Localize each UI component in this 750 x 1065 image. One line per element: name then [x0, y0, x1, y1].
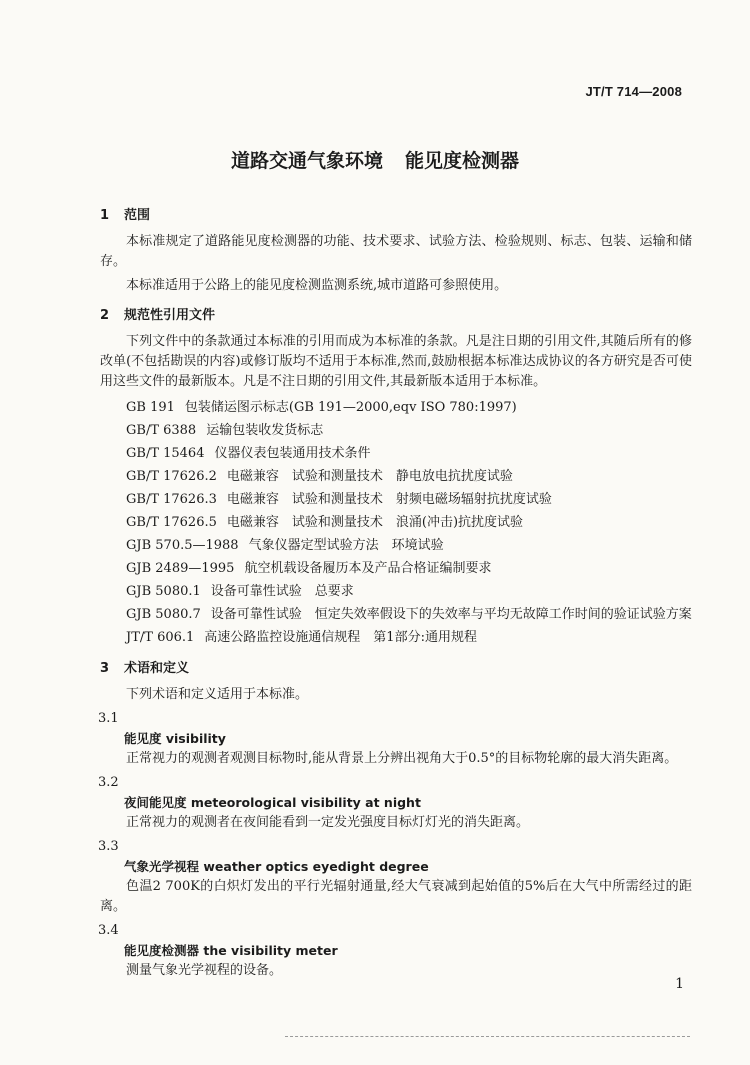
term-name: 夜间能见度 meteorological visibility at night	[124, 795, 421, 810]
reference-item	[126, 419, 692, 442]
reference-title: 电磁兼容 试验和测量技术 射频电磁场辐射抗扰度试验	[226, 492, 552, 507]
term-number: 3.3	[98, 839, 119, 854]
reference-item	[100, 603, 692, 626]
term-number: 3.4	[98, 923, 119, 938]
reference-item	[126, 534, 692, 557]
reference-title: 运输包装收发货标志	[206, 423, 324, 438]
section-number: 2	[100, 308, 110, 323]
reference-title: 设备可靠性试验 总要求	[210, 584, 354, 599]
term-definition: 正常视力的观测者观测目标物时,能从背景上分辨出视角大于0.5°的目标物轮廓的最大消失距离。	[126, 751, 678, 766]
reference-title: 电磁兼容 试验和测量技术 浪涌(冲击)抗扰度试验	[226, 515, 524, 530]
reference-code: GB/T 6388	[126, 423, 197, 438]
reference-code: GB/T 17626.3	[126, 492, 217, 507]
section-2-paragraph-1: 下列文件中的条款通过本标准的引用而成为本标准的条款。凡是注日期的引用文件,其随后所有的修改单(不包括勘误的内容)或修订版均不适用于本标准,然而,鼓励根据本标准达成协议的各方研究是否可使用这些文件的最新版本。凡是不注日期的引用文件,其最新版本适用于本标准。	[100, 334, 692, 389]
reference-code: GB/T 17626.2	[126, 469, 217, 484]
reference-code: GJB 570.5—1988	[126, 538, 239, 553]
term-definition: 正常视力的观测者在夜间能看到一定发光强度目标灯灯光的消失距离。	[126, 815, 530, 830]
footer-rule	[285, 1036, 690, 1037]
section-3-heading	[100, 659, 692, 679]
reference-item	[126, 557, 692, 580]
section-2-heading	[100, 306, 692, 326]
reference-item	[126, 396, 692, 419]
page-number: 1	[675, 976, 684, 992]
term-name: 能见度检测器 the visibility meter	[124, 943, 338, 958]
section-number: 3	[100, 661, 110, 676]
section-1-paragraph-1: 本标准规定了道路能见度检测器的功能、技术要求、试验方法、检验规则、标志、包装、运输和储存。	[100, 234, 692, 269]
term-name: 气象光学视程 weather optics eyedight degree	[124, 859, 429, 874]
reference-title: 气象仪器定型试验方法 环境试验	[248, 538, 444, 553]
reference-item	[126, 511, 692, 534]
reference-title: 仪器仪表包装通用技术条件	[214, 446, 371, 461]
term-definition: 色温2 700K的白炽灯发出的平行光辐射通量,经大气衰减到起始值的5%后在大气中所需经过的距离。	[100, 879, 692, 914]
reference-title: 包装储运图示标志(GB 191—2000,eqv ISO 780:1997)	[184, 400, 517, 415]
document-title	[0, 146, 750, 173]
section-1-heading	[100, 206, 692, 226]
term-definition: 测量气象光学视程的设备。	[126, 963, 283, 978]
section-1-paragraph-2: 本标准适用于公路上的能见度检测监测系统,城市道路可参照使用。	[126, 278, 508, 293]
term-name: 能见度 visibility	[124, 731, 226, 746]
reference-item	[126, 488, 692, 511]
reference-code: GB/T 17626.5	[126, 515, 217, 530]
reference-title: 高速公路监控设施通信规程 第1部分:通用规程	[204, 630, 477, 645]
reference-code: JT/T 606.1	[126, 630, 195, 645]
term-number: 3.1	[98, 711, 119, 726]
title-part-2: 能见度检测器	[405, 150, 520, 172]
reference-item	[126, 626, 692, 649]
reference-item	[126, 442, 692, 465]
reference-item	[126, 580, 692, 603]
reference-code: GB 191	[126, 400, 175, 415]
reference-code: GJB 2489—1995	[126, 561, 235, 576]
reference-item	[126, 465, 692, 488]
section-title: 范围	[124, 208, 151, 223]
document-body	[100, 206, 692, 981]
reference-title: 设备可靠性试验 恒定失效率假设下的失效率与平均无故障工作时间的验证试验方案	[210, 607, 692, 622]
section-title: 术语和定义	[124, 661, 190, 676]
normative-references-list	[100, 396, 692, 649]
reference-title: 航空机载设备履历本及产品合格证编制要求	[244, 561, 492, 576]
title-part-1: 道路交通气象环境	[230, 150, 383, 172]
standard-code: JT/T 714—2008	[585, 84, 682, 99]
reference-code: GJB 5080.1	[126, 584, 201, 599]
reference-title: 电磁兼容 试验和测量技术 静电放电抗扰度试验	[226, 469, 513, 484]
section-title: 规范性引用文件	[124, 308, 216, 323]
section-3-paragraph-1: 下列术语和定义适用于本标准。	[126, 687, 309, 702]
reference-code: GB/T 15464	[126, 446, 205, 461]
section-number: 1	[100, 208, 110, 223]
term-number: 3.2	[98, 775, 119, 790]
reference-code: GJB 5080.7	[126, 607, 201, 622]
